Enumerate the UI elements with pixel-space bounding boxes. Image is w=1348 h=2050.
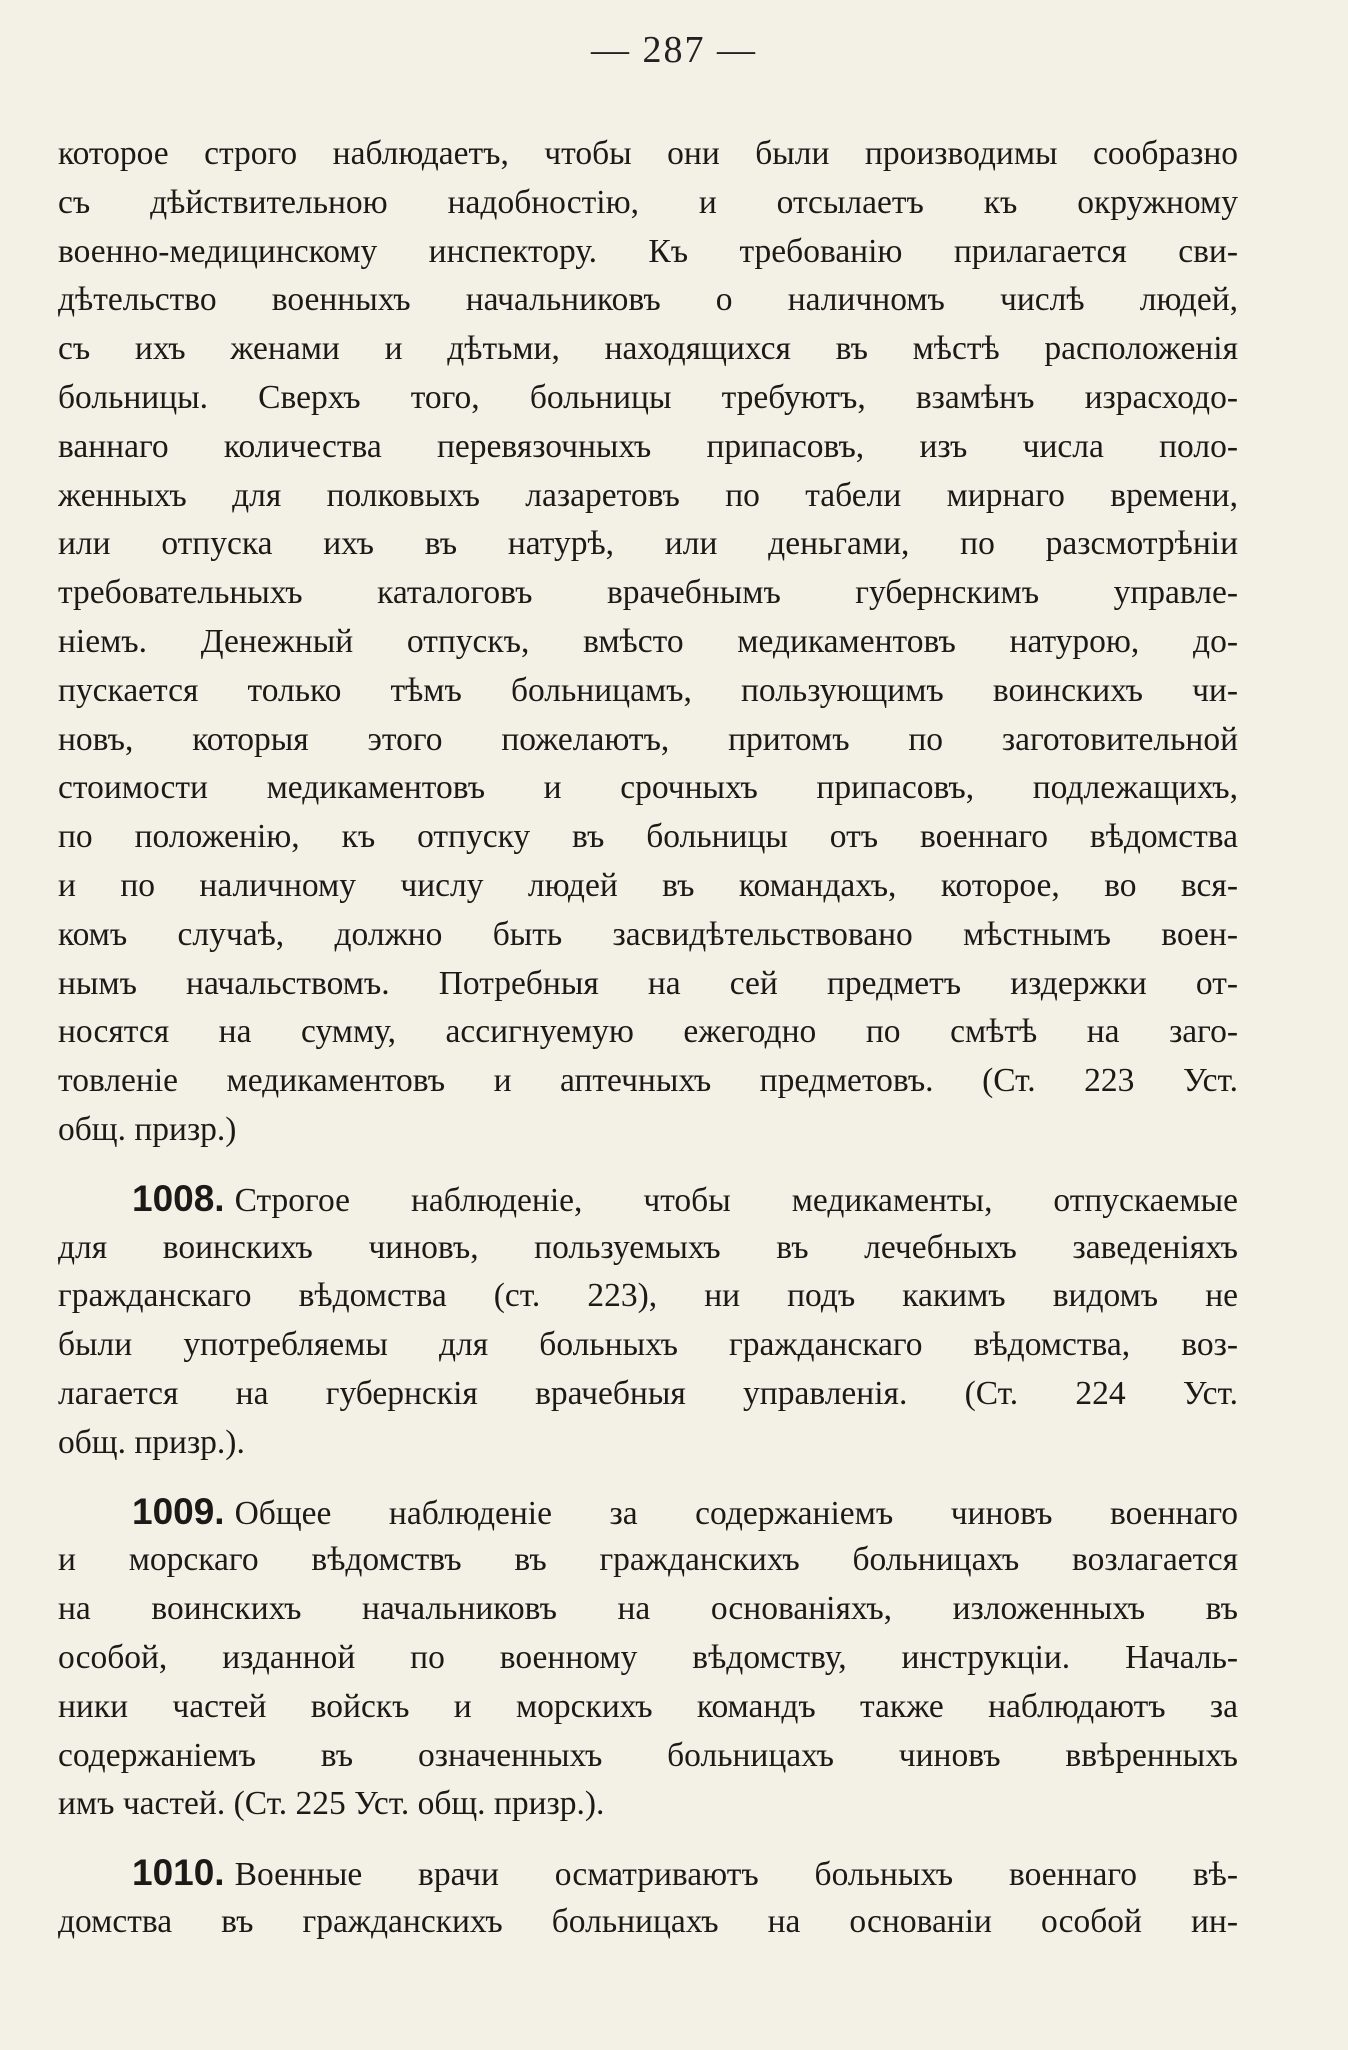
paragraph-gap — [58, 1468, 1238, 1488]
text-line: ваннаго количества перевязочныхъ припасовъ, изъ числа поло- — [58, 427, 1238, 465]
text-line: лагается на губернскія врачебныя управленія. (Ст. 224 Уст. — [58, 1374, 1238, 1412]
text-line: гражданскаго вѣдомства (ст. 223), ни подъ какимъ видомъ не — [58, 1277, 1238, 1315]
article-1008 — [58, 1175, 1238, 1468]
paragraph-gap — [58, 1829, 1238, 1849]
page-number: — 287 — — [591, 29, 757, 71]
text-line: содержаніемъ въ означенныхъ больницахъ чиновъ ввѣренныхъ — [58, 1736, 1238, 1774]
article-text: Общее наблюденіе за содержаніемъ чиновъ военнаго — [234, 1494, 1238, 1532]
text-line: военно-медицинскому инспектору. Къ требованію прилагается сви- — [58, 232, 1238, 270]
intro-paragraph — [58, 130, 1238, 1155]
text-line: домства въ гражданскихъ больницахъ на основаніи особой ин- — [58, 1902, 1238, 1940]
article-number: 1010. — [132, 1852, 225, 1894]
text-line: имъ частей. (Ст. 225 Уст. общ. призр.). — [58, 1785, 605, 1823]
article-number: 1009. — [132, 1490, 225, 1532]
text-line: и морскаго вѣдомствъ въ гражданскихъ больницахъ возлагается — [58, 1541, 1238, 1579]
article-1010 — [58, 1849, 1238, 1947]
text-line: или отпуска ихъ въ натурѣ, или деньгами, по разсмотрѣніи — [58, 525, 1238, 563]
article-text: Строгое наблюденіе, чтобы медикаменты, отпускаемые — [234, 1181, 1238, 1219]
paragraph-gap — [58, 1155, 1238, 1175]
text-line: съ ихъ женами и дѣтьми, находящихся въ мѣстѣ расположенія — [58, 330, 1238, 368]
article-first-line — [58, 1175, 1238, 1224]
text-line: пускается только тѣмъ больницамъ, пользующимъ воинскихъ чи- — [58, 671, 1238, 709]
article-first-line — [58, 1488, 1238, 1537]
text-line: товленіе медикаментовъ и аптечныхъ предметовъ. (Ст. 223 Уст. — [58, 1062, 1238, 1100]
text-line: больницы. Сверхъ того, больницы требуютъ, взамѣнъ израсходо- — [58, 378, 1238, 416]
text-line: новъ, которыя этого пожелаютъ, притомъ по заготовительной — [58, 720, 1238, 758]
text-line: носятся на сумму, ассигнуемую ежегодно по смѣтѣ на заго- — [58, 1013, 1238, 1051]
text-line: ніемъ. Денежный отпускъ, вмѣсто медикаментовъ натурою, до- — [58, 622, 1238, 660]
text-line: женныхъ для полковыхъ лазаретовъ по табели мирнаго времени, — [58, 476, 1238, 514]
body-text — [58, 130, 1238, 1947]
text-line: для воинскихъ чиновъ, пользуемыхъ въ лечебныхъ заведеніяхъ — [58, 1228, 1238, 1266]
text-line: на воинскихъ начальниковъ на основаніяхъ, изложенныхъ въ — [58, 1590, 1238, 1628]
text-line: требовательныхъ каталоговъ врачебнымъ губернскимъ управле- — [58, 574, 1238, 612]
text-line: комъ случаѣ, должно быть засвидѣтельствовано мѣстнымъ воен- — [58, 915, 1238, 953]
text-line: по положенію, къ отпуску въ больницы отъ военнаго вѣдомства — [58, 818, 1238, 856]
text-line: дѣтельство военныхъ начальниковъ о наличномъ числѣ людей, — [58, 281, 1238, 319]
text-line: нымъ начальствомъ. Потребныя на сей предметъ издержки от- — [58, 964, 1238, 1002]
text-line: и по наличному числу людей въ командахъ, которое, во вся- — [58, 866, 1238, 904]
article-text: Военные врачи осматриваютъ больныхъ военнаго вѣ- — [234, 1856, 1238, 1894]
article-number: 1008. — [132, 1177, 225, 1219]
article-first-line — [58, 1849, 1238, 1898]
text-line: общ. призр.) — [58, 1110, 237, 1148]
text-line: особой, изданной по военному вѣдомству, инструкціи. Началь- — [58, 1638, 1238, 1676]
text-line: ники частей войскъ и морскихъ командъ также наблюдаютъ за — [58, 1687, 1238, 1725]
text-line: которое строго наблюдаетъ, чтобы они были производимы сообразно — [58, 135, 1238, 172]
article-1009 — [58, 1488, 1238, 1830]
text-line: съ дѣйствительною надобностію, и отсылаетъ къ окружному — [58, 183, 1238, 221]
text-line: общ. призр.). — [58, 1423, 245, 1461]
text-line: были употребляемы для больныхъ гражданскаго вѣдомства, воз- — [58, 1326, 1238, 1364]
text-line: стоимости медикаментовъ и срочныхъ припасовъ, подлежащихъ, — [58, 769, 1238, 807]
